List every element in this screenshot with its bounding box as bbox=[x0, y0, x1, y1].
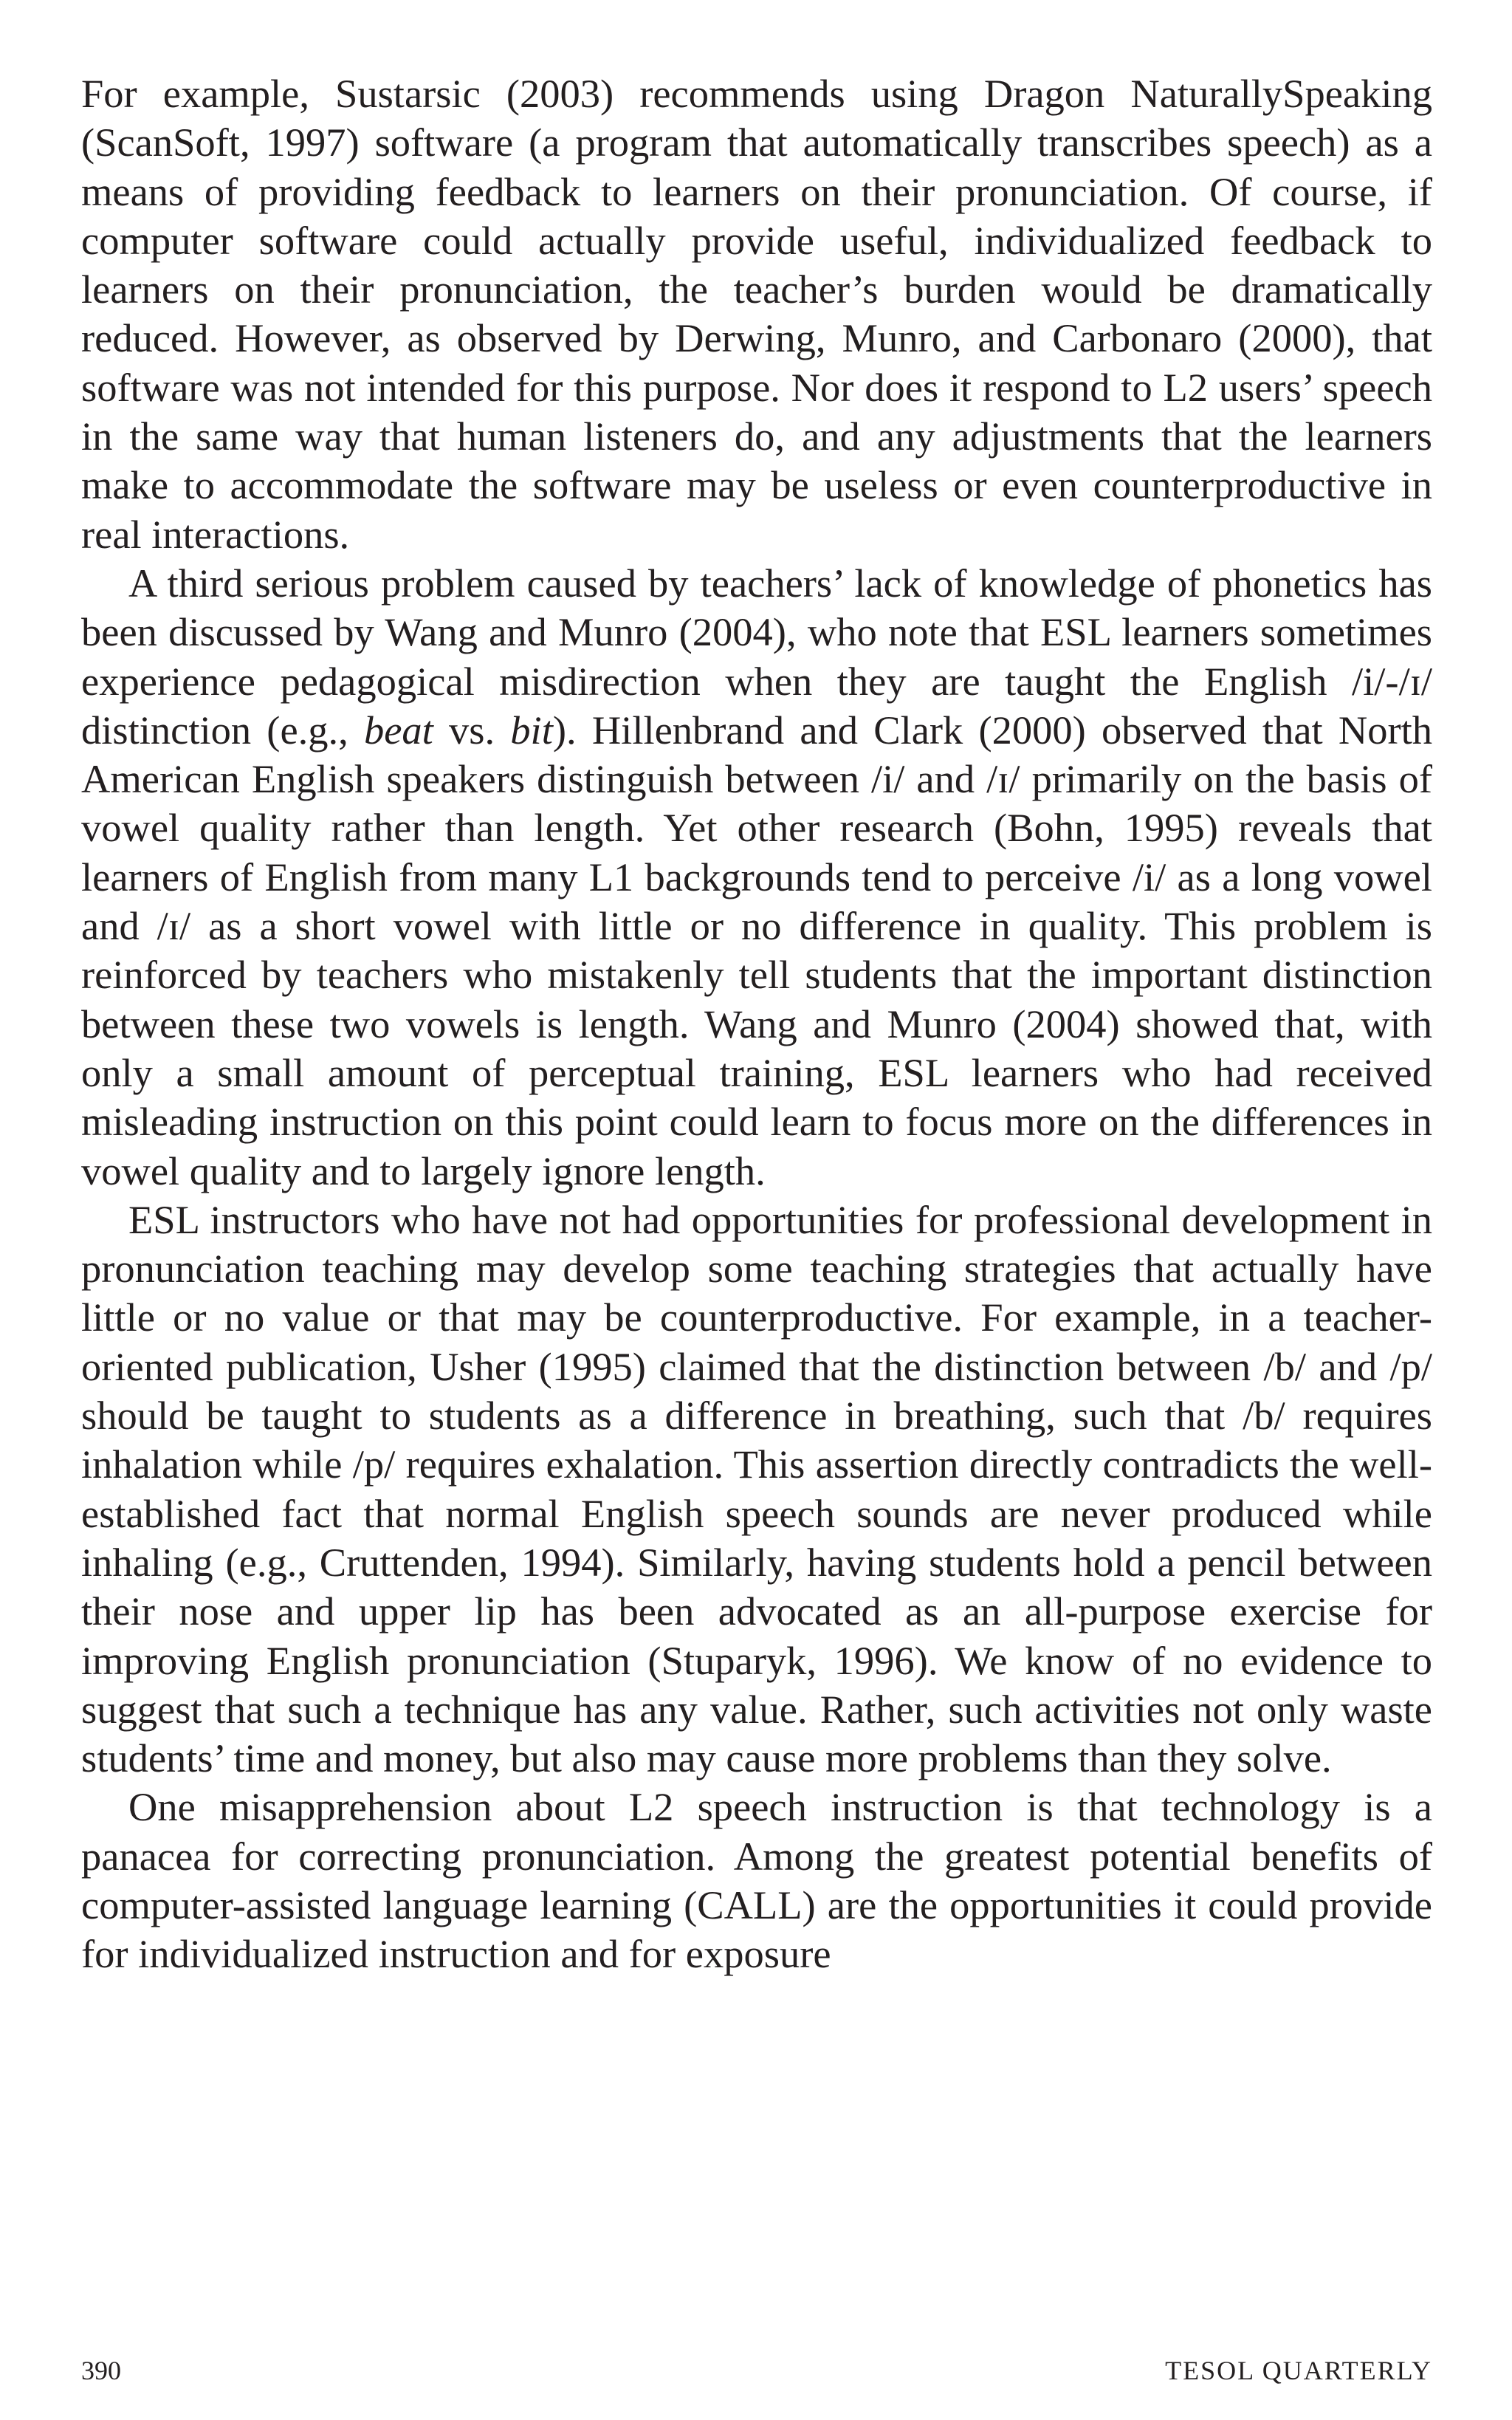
page-footer bbox=[81, 2352, 1432, 2389]
paragraph-3: ESL instructors who have not had opportunities for professional development in pronunciation teaching may develop some teaching strategies that actually have little or no value or that may be counterproductive. For example, in a teacher-oriented publication, Usher (1995) claimed that the distinction between /b/ and /p/ should be taught to students as a difference in breathing, such that /b/ requires inhalation while /p/ requires exhalation. This assertion directly contradicts the well-established fact that normal English speech sounds are never produced while inhaling (e.g., Cruttenden, 1994). Similarly, having students hold a pencil between their nose and upper lip has been advocated as an all-purpose exercise for improving English pronunciation (Stuparyk, 1996). We know of no evidence to suggest that such a technique has any value. Rather, such activities not only waste students’ time and money, but also may cause more problems than they solve. bbox=[81, 1196, 1432, 1781]
example-word-bit: bit bbox=[510, 707, 553, 753]
paragraph-2-versus: vs. bbox=[433, 707, 511, 753]
paragraph-4: One misapprehension about L2 speech instruction is that technology is a panacea for correcting pronunciation. Among the greatest potential benefits of computer-assisted language learning (CALL) are the opportunities it could provide for individualized instruction and for exposure bbox=[81, 1784, 1432, 1977]
page-number: 390 bbox=[81, 2356, 121, 2385]
paragraph-2-text-end: ). Hillenbrand and Clark (2000) observed that North American English speakers distinguish between /i/ and /ɪ/ primarily on the basis of vowel quality rather than length. Yet other research (Bohn, 1995) reveals that learners of English from many L1 backgrounds tend to perceive /i/ as a long vowel and /ɪ/ as a short vowel with little or no difference in quality. This problem is reinforced by teachers who mistakenly tell students that the important distinction between these two vowels is length. Wang and Munro (2004) showed that, with only a small amount of perceptual training, ESL learners who had received misleading instruction on this point could learn to focus more on the differences in vowel quality and to largely ignore length. bbox=[81, 707, 1432, 1193]
paragraph-2 bbox=[81, 559, 1432, 1196]
example-word-beat: beat bbox=[363, 707, 433, 753]
paragraph-2-text-start: A third serious problem caused by teachers’ lack of knowledge of phonetics has been discussed by Wang and Munro (2004), who note that ESL learners sometimes experience pedagogical misdirection when they are taught the English /i/-/ɪ/ distinction (e.g., bbox=[81, 560, 1432, 753]
page-body bbox=[81, 69, 1432, 1979]
paragraph-1: For example, Sustarsic (2003) recommends using Dragon NaturallySpeaking (ScanSoft, 1997) software (a program that automatically transcribes speech) as a means of providing feedback to learners on their pronunciation. Of course, if computer software could actually provide useful, individualized feedback to learners on their pronunciation, the teacher’s burden would be dramatically reduced. However, as observed by Derwing, Munro, and Carbonaro (2000), that software was not intended for this purpose. Nor does it respond to L2 users’ speech in the same way that human listeners do, and any adjustments that the learners make to accommodate the software may be useless or even counterproductive in real interactions. bbox=[81, 71, 1432, 557]
journal-name: TESOL QUARTERLY bbox=[1165, 2356, 1432, 2385]
